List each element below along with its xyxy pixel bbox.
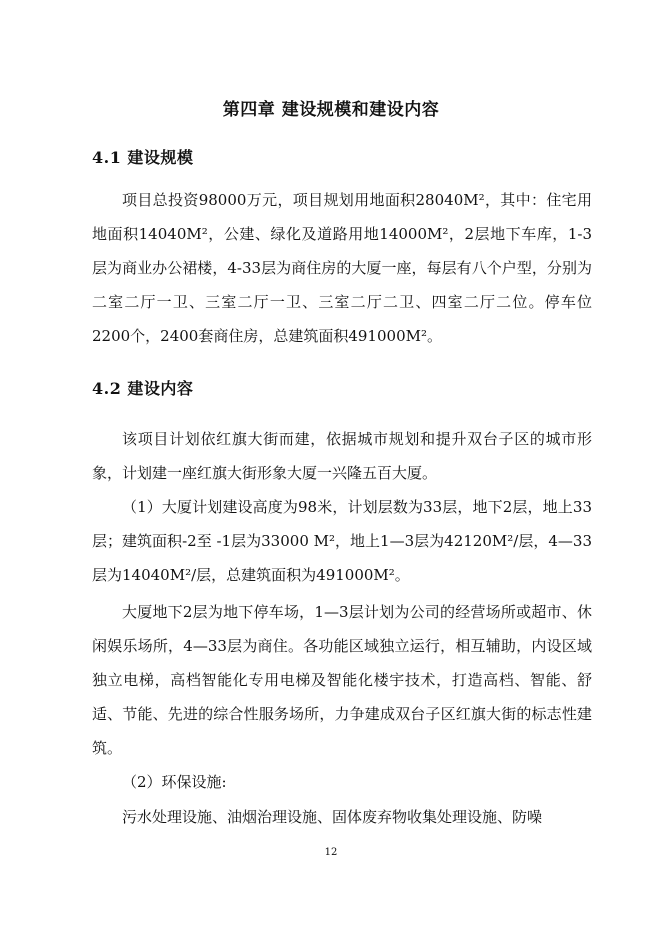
section-heading-4-2: 4.2 建设内容 [92, 379, 194, 398]
scale-paragraph: 项目总投资98000万元，项目规划用地面积28040M²，其中：住宅用地面积14040M²，公建、绿化及道路用地14000M²，2层地下车库，1-3层为商业办公裙楼，4-33层为商住房的大厦一座，每层有八个户型，分别为二室二厅一卫、三室二厅一卫、三室二厅二卫、四室二厅二位。停车位2200个，2400套商住房，总建筑面积491000M²。 [92, 191, 592, 345]
section-heading-4-1: 4.1 建设规模 [92, 148, 194, 167]
item-2-heading: （2）环保设施: [122, 773, 227, 791]
environment-paragraph: 污水处理设施、油烟治理设施、固体废弃物收集处理设施、防噪 [122, 808, 543, 826]
item-1-paragraph: （1）大厦计划建设高度为98米，计划层数为33层，地下2层，地上33层；建筑面积-2至 -1层为33000 M²，地上1—3层为42120M²/层，4—33层为14040M²/层，总建筑面积为491000M²。 [92, 498, 592, 584]
function-paragraph: 大厦地下2层为地下停车场，1—3层计划为公司的经营场所或超市、休闲娱乐场所，4—33层为商住。各功能区域独立运行，相互辅助，内设区域独立电梯，高档智能化专用电梯及智能化楼宇技术，打造高档、智能、舒适、节能、先进的综合性服务场所，力争建成双台子区红旗大街的标志性建筑。 [92, 603, 592, 757]
content-intro-paragraph: 该项目计划依红旗大街而建，依据城市规划和提升双台子区的城市形象，计划建一座红旗大街形象大厦一兴隆五百大厦。 [92, 430, 592, 482]
chapter-title: 第四章 建设规模和建设内容 [222, 100, 440, 120]
page-number: 12 [324, 847, 338, 858]
